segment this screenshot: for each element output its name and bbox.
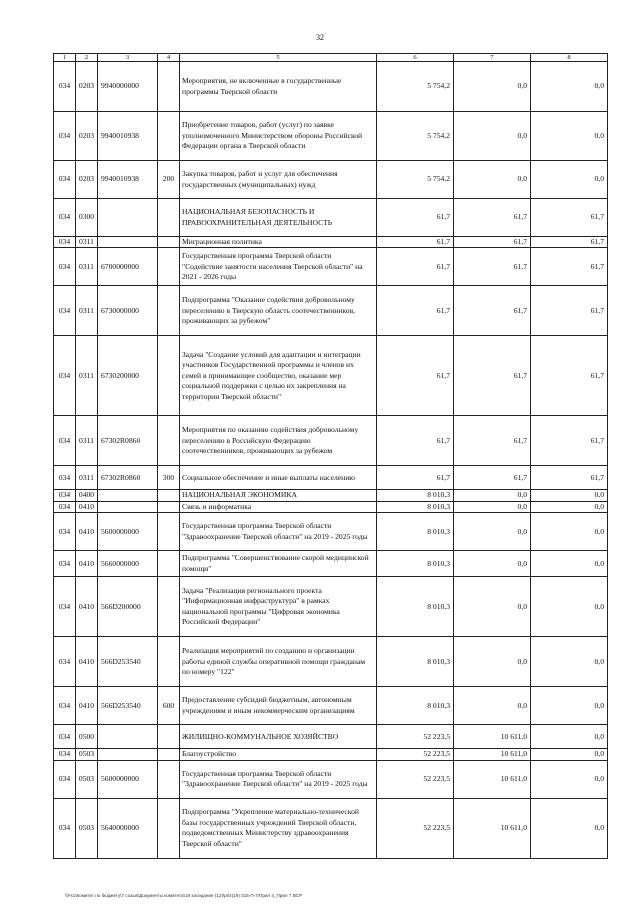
ministry-code-cell: 034 bbox=[54, 749, 76, 760]
amount-year-1-cell: 8 010,3 bbox=[377, 513, 454, 551]
amount-year-1-cell: 61,7 bbox=[377, 248, 454, 286]
amount-year-1-cell: 61,7 bbox=[377, 336, 454, 416]
amount-year-3-cell: 0,0 bbox=[531, 798, 608, 858]
expense-type-cell bbox=[158, 62, 180, 112]
ministry-code-cell: 034 bbox=[54, 336, 76, 416]
amount-year-1-cell: 61,7 bbox=[377, 416, 454, 466]
target-article-cell: 67302R0860 bbox=[98, 466, 158, 490]
item-name-cell: Подпрограмма "Оказание содействия добровольному переселению в Тверскую область соотечественников, проживающих за рубежом" bbox=[180, 286, 377, 336]
amount-year-3-cell: 0,0 bbox=[531, 112, 608, 161]
expense-type-cell bbox=[158, 416, 180, 466]
item-name-cell: НАЦИОНАЛЬНАЯ ЭКОНОМИКА bbox=[180, 490, 377, 501]
item-name-cell: Государственная программа Тверской области "Здравоохранение Тверской области" на 2019 - 2025 годы bbox=[180, 513, 377, 551]
ministry-code-cell: 034 bbox=[54, 112, 76, 161]
ministry-code-cell: 034 bbox=[54, 551, 76, 577]
item-name-cell: Задача "Реализация регионального проекта "Информационная инфраструктура" в рамках национальной программы "Цифровая экономика Российской Федерации" bbox=[180, 577, 377, 637]
section-code-cell: 0203 bbox=[76, 62, 98, 112]
ministry-code-cell: 034 bbox=[54, 637, 76, 687]
item-name-cell: ЖИЛИЩНО-КОММУНАЛЬНОЕ ХОЗЯЙСТВО bbox=[180, 725, 377, 749]
item-name-cell: Государственная программа Тверской области "Содействие занятости населения Тверской области" на 2021 - 2026 годы bbox=[180, 248, 377, 286]
target-article-cell: 566D253540 bbox=[98, 637, 158, 687]
table-row bbox=[54, 513, 608, 551]
section-code-cell: 0311 bbox=[76, 248, 98, 286]
expense-type-cell bbox=[158, 199, 180, 237]
table-row bbox=[54, 577, 608, 637]
amount-year-3-cell: 0,0 bbox=[531, 637, 608, 687]
section-code-cell: 0311 bbox=[76, 466, 98, 490]
expense-type-cell bbox=[158, 501, 180, 512]
header-cell-4: 4 bbox=[158, 54, 180, 62]
amount-year-1-cell: 8 010,3 bbox=[377, 687, 454, 725]
target-article-cell: 9940000000 bbox=[98, 62, 158, 112]
ministry-code-cell: 034 bbox=[54, 416, 76, 466]
amount-year-2-cell: 0,0 bbox=[454, 161, 531, 199]
amount-year-2-cell: 0,0 bbox=[454, 513, 531, 551]
amount-year-1-cell: 8 010,3 bbox=[377, 551, 454, 577]
amount-year-3-cell: 0,0 bbox=[531, 490, 608, 501]
ministry-code-cell: 034 bbox=[54, 798, 76, 858]
amount-year-3-cell: 61,7 bbox=[531, 248, 608, 286]
item-name-cell: Задача "Создание условий для адаптации и интеграции участников Государственной программы и членов их семей в принимающее сообщество, оказание мер социальной поддержки с целью их закрепления на территории Тверской области" bbox=[180, 336, 377, 416]
amount-year-1-cell: 8 010,3 bbox=[377, 501, 454, 512]
amount-year-2-cell: 0,0 bbox=[454, 637, 531, 687]
section-code-cell: 0311 bbox=[76, 286, 98, 336]
expense-type-cell: 600 bbox=[158, 687, 180, 725]
target-article-cell bbox=[98, 501, 158, 512]
page-number: 32 bbox=[316, 33, 324, 42]
amount-year-3-cell: 61,7 bbox=[531, 416, 608, 466]
amount-year-3-cell: 61,7 bbox=[531, 199, 608, 237]
table-row bbox=[54, 725, 608, 749]
target-article-cell: 6730000000 bbox=[98, 286, 158, 336]
table-row bbox=[54, 687, 608, 725]
section-code-cell: 0410 bbox=[76, 687, 98, 725]
table-row bbox=[54, 416, 608, 466]
expense-type-cell bbox=[158, 286, 180, 336]
table-row bbox=[54, 749, 608, 760]
amount-year-3-cell: 0,0 bbox=[531, 551, 608, 577]
amount-year-2-cell: 0,0 bbox=[454, 551, 531, 577]
section-code-cell: 0311 bbox=[76, 416, 98, 466]
table-row bbox=[54, 286, 608, 336]
ministry-code-cell: 034 bbox=[54, 466, 76, 490]
amount-year-1-cell: 8 010,3 bbox=[377, 490, 454, 501]
table-row bbox=[54, 248, 608, 286]
table-row bbox=[54, 161, 608, 199]
amount-year-1-cell: 61,7 bbox=[377, 237, 454, 248]
target-article-cell: 9940010938 bbox=[98, 112, 158, 161]
target-article-cell bbox=[98, 199, 158, 237]
table-row bbox=[54, 551, 608, 577]
amount-year-3-cell: 61,7 bbox=[531, 286, 608, 336]
amount-year-2-cell: 61,7 bbox=[454, 416, 531, 466]
table-row bbox=[54, 760, 608, 798]
header-cell-2: 2 bbox=[76, 54, 98, 62]
item-name-cell: Подпрограмма "Совершенствование скорой медицинской помощи" bbox=[180, 551, 377, 577]
amount-year-3-cell: 0,0 bbox=[531, 749, 608, 760]
table-row bbox=[54, 466, 608, 490]
target-article-cell: 5600000000 bbox=[98, 513, 158, 551]
amount-year-1-cell: 61,7 bbox=[377, 199, 454, 237]
expense-type-cell bbox=[158, 798, 180, 858]
section-code-cell: 0410 bbox=[76, 577, 98, 637]
section-code-cell: 0410 bbox=[76, 501, 98, 512]
header-cell-8: 8 bbox=[531, 54, 608, 62]
section-code-cell: 0503 bbox=[76, 749, 98, 760]
table-row bbox=[54, 637, 608, 687]
file-path-footer: \\Fs1\Комитет по бюджету\7 созыв\Документы комитета\19 заседание (12)\prlz(19) 315-П-7\Прил 4_Прил 7 ВСР bbox=[65, 893, 303, 898]
item-name-cell: Связь и информатика bbox=[180, 501, 377, 512]
section-code-cell: 0300 bbox=[76, 199, 98, 237]
table-row bbox=[54, 237, 608, 248]
header-cell-3: 3 bbox=[98, 54, 158, 62]
expense-type-cell bbox=[158, 513, 180, 551]
amount-year-2-cell: 10 611,0 bbox=[454, 749, 531, 760]
expense-type-cell: 300 bbox=[158, 466, 180, 490]
table-row bbox=[54, 501, 608, 512]
section-code-cell: 0500 bbox=[76, 725, 98, 749]
table-row bbox=[54, 62, 608, 112]
expense-type-cell bbox=[158, 760, 180, 798]
item-name-cell: Миграционная политика bbox=[180, 237, 377, 248]
amount-year-3-cell: 61,7 bbox=[531, 336, 608, 416]
expense-type-cell bbox=[158, 637, 180, 687]
amount-year-2-cell: 10 611,0 bbox=[454, 725, 531, 749]
item-name-cell: Мероприятия по оказанию содействия добровольному переселению в Российскую Федерацию соотечественников, проживающих за рубежом bbox=[180, 416, 377, 466]
header-row bbox=[54, 54, 608, 62]
section-code-cell: 0503 bbox=[76, 760, 98, 798]
amount-year-1-cell: 5 754,2 bbox=[377, 62, 454, 112]
ministry-code-cell: 034 bbox=[54, 577, 76, 637]
amount-year-3-cell: 0,0 bbox=[531, 687, 608, 725]
ministry-code-cell: 034 bbox=[54, 760, 76, 798]
amount-year-1-cell: 52 223,5 bbox=[377, 798, 454, 858]
amount-year-3-cell: 61,7 bbox=[531, 466, 608, 490]
amount-year-1-cell: 5 754,2 bbox=[377, 112, 454, 161]
table-row bbox=[54, 199, 608, 237]
amount-year-2-cell: 0,0 bbox=[454, 577, 531, 637]
item-name-cell: Реализация мероприятий по созданию и организации работы единой службы оперативной помощи гражданам по номеру "122" bbox=[180, 637, 377, 687]
amount-year-2-cell: 0,0 bbox=[454, 62, 531, 112]
section-code-cell: 0311 bbox=[76, 336, 98, 416]
ministry-code-cell: 034 bbox=[54, 687, 76, 725]
target-article-cell: 5640000000 bbox=[98, 798, 158, 858]
target-article-cell: 67302R0860 bbox=[98, 416, 158, 466]
amount-year-3-cell: 61,7 bbox=[531, 237, 608, 248]
header-cell-1: 1 bbox=[54, 54, 76, 62]
ministry-code-cell: 034 bbox=[54, 725, 76, 749]
amount-year-2-cell: 61,7 bbox=[454, 237, 531, 248]
section-code-cell: 0203 bbox=[76, 112, 98, 161]
target-article-cell bbox=[98, 725, 158, 749]
amount-year-3-cell: 0,0 bbox=[531, 725, 608, 749]
target-article-cell bbox=[98, 490, 158, 501]
amount-year-2-cell: 61,7 bbox=[454, 248, 531, 286]
expense-type-cell bbox=[158, 112, 180, 161]
target-article-cell: 6730200000 bbox=[98, 336, 158, 416]
amount-year-3-cell: 0,0 bbox=[531, 501, 608, 512]
ministry-code-cell: 034 bbox=[54, 501, 76, 512]
amount-year-1-cell: 8 010,3 bbox=[377, 637, 454, 687]
section-code-cell: 0410 bbox=[76, 637, 98, 687]
budget-table bbox=[53, 53, 608, 859]
amount-year-1-cell: 52 223,5 bbox=[377, 725, 454, 749]
section-code-cell: 0203 bbox=[76, 161, 98, 199]
item-name-cell: Предоставление субсидий бюджетным, автономным учреждениям и иным некоммерческим организациям bbox=[180, 687, 377, 725]
section-code-cell: 0503 bbox=[76, 798, 98, 858]
section-code-cell: 0400 bbox=[76, 490, 98, 501]
header-cell-7: 7 bbox=[454, 54, 531, 62]
amount-year-3-cell: 0,0 bbox=[531, 161, 608, 199]
header-cell-5: 5 bbox=[180, 54, 377, 62]
target-article-cell bbox=[98, 237, 158, 248]
ministry-code-cell: 034 bbox=[54, 248, 76, 286]
item-name-cell: Подпрограмма "Укрепление материально-технической базы государственных учреждений Тверской области, подведомственных Министерству здравоохранения Тверской области" bbox=[180, 798, 377, 858]
ministry-code-cell: 034 bbox=[54, 513, 76, 551]
section-code-cell: 0410 bbox=[76, 551, 98, 577]
expense-type-cell bbox=[158, 490, 180, 501]
ministry-code-cell: 034 bbox=[54, 161, 76, 199]
expense-type-cell bbox=[158, 577, 180, 637]
ministry-code-cell: 034 bbox=[54, 237, 76, 248]
target-article-cell: 566D253540 bbox=[98, 687, 158, 725]
expense-type-cell bbox=[158, 336, 180, 416]
target-article-cell: 566D200000 bbox=[98, 577, 158, 637]
ministry-code-cell: 034 bbox=[54, 286, 76, 336]
target-article-cell: 5600000000 bbox=[98, 760, 158, 798]
expense-type-cell bbox=[158, 237, 180, 248]
amount-year-1-cell: 5 754,2 bbox=[377, 161, 454, 199]
amount-year-2-cell: 0,0 bbox=[454, 490, 531, 501]
amount-year-3-cell: 0,0 bbox=[531, 577, 608, 637]
expense-type-cell bbox=[158, 725, 180, 749]
item-name-cell: НАЦИОНАЛЬНАЯ БЕЗОПАСНОСТЬ И ПРАВООХРАНИТЕЛЬНАЯ ДЕЯТЕЛЬНОСТЬ bbox=[180, 199, 377, 237]
target-article-cell bbox=[98, 749, 158, 760]
amount-year-1-cell: 8 010,3 bbox=[377, 577, 454, 637]
amount-year-2-cell: 0,0 bbox=[454, 501, 531, 512]
amount-year-2-cell: 61,7 bbox=[454, 286, 531, 336]
header-cell-6: 6 bbox=[377, 54, 454, 62]
ministry-code-cell: 034 bbox=[54, 199, 76, 237]
amount-year-2-cell: 61,7 bbox=[454, 336, 531, 416]
amount-year-2-cell: 61,7 bbox=[454, 199, 531, 237]
item-name-cell: Приобретение товаров, работ (услуг) по заявке уполномоченного Министерством обороны Российской Федерации органа в Тверской области bbox=[180, 112, 377, 161]
expense-type-cell bbox=[158, 551, 180, 577]
table-row bbox=[54, 490, 608, 501]
table-row bbox=[54, 112, 608, 161]
section-code-cell: 0311 bbox=[76, 237, 98, 248]
expense-type-cell bbox=[158, 248, 180, 286]
expense-type-cell: 200 bbox=[158, 161, 180, 199]
target-article-cell: 5660000000 bbox=[98, 551, 158, 577]
amount-year-1-cell: 52 223,5 bbox=[377, 760, 454, 798]
amount-year-2-cell: 10 611,0 bbox=[454, 760, 531, 798]
amount-year-1-cell: 61,7 bbox=[377, 466, 454, 490]
table-row bbox=[54, 336, 608, 416]
section-code-cell: 0410 bbox=[76, 513, 98, 551]
target-article-cell: 6700000000 bbox=[98, 248, 158, 286]
amount-year-2-cell: 0,0 bbox=[454, 687, 531, 725]
item-name-cell: Закупка товаров, работ и услуг для обеспечения государственных (муниципальных) нужд bbox=[180, 161, 377, 199]
amount-year-3-cell: 0,0 bbox=[531, 62, 608, 112]
target-article-cell: 9940010938 bbox=[98, 161, 158, 199]
amount-year-2-cell: 0,0 bbox=[454, 112, 531, 161]
item-name-cell: Государственная программа Тверской области "Здравоохранение Тверской области" на 2019 - 2025 годы bbox=[180, 760, 377, 798]
amount-year-1-cell: 52 223,5 bbox=[377, 749, 454, 760]
item-name-cell: Мероприятия, не включенные в государственные программы Тверской области bbox=[180, 62, 377, 112]
amount-year-2-cell: 10 611,0 bbox=[454, 798, 531, 858]
amount-year-1-cell: 61,7 bbox=[377, 286, 454, 336]
amount-year-2-cell: 61,7 bbox=[454, 466, 531, 490]
ministry-code-cell: 034 bbox=[54, 62, 76, 112]
item-name-cell: Благоустройство bbox=[180, 749, 377, 760]
amount-year-3-cell: 0,0 bbox=[531, 513, 608, 551]
ministry-code-cell: 034 bbox=[54, 490, 76, 501]
table-row bbox=[54, 798, 608, 858]
amount-year-3-cell: 0,0 bbox=[531, 760, 608, 798]
expense-type-cell bbox=[158, 749, 180, 760]
item-name-cell: Социальное обеспечение и иные выплаты населению bbox=[180, 466, 377, 490]
